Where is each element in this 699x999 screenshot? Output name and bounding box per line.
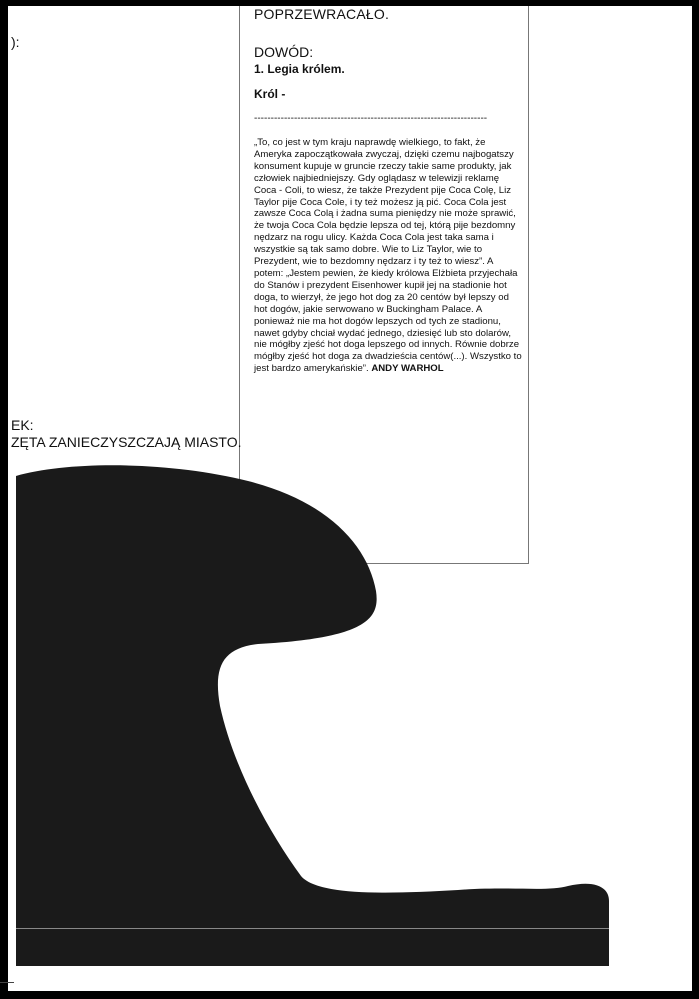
- right-margin: [609, 6, 692, 991]
- king-label: Król -: [254, 87, 286, 101]
- proof-label: DOWÓD:: [254, 44, 314, 60]
- section-heading: POPRZEWRACAŁO.: [254, 6, 390, 22]
- dashed-separator: ----------------------------------------------------------------------: [254, 113, 488, 124]
- quote-text: „To, co jest w tym kraju naprawdę wielkiego, to fakt, że Ameryka zapoczątkowała zwyczaj, dzięki czemu najbogatszy konsument kupuje w gruncie rzeczy takie same produkty, jak człowiek najbiedniejszy. Gdy oglądasz w telewizji reklamę Coca - Coli, to wiesz, że także Prezydent pije Coca Colę, Liz Taylor pije Coca Cole, i ty też możesz ją pić. Coca Cola jest zawsze Coca Colą i żadna suma pieniędzy nie może sprawić, że twoja Coca Cola będzie lepsza od tej, którą pije bezdomny nędzarz na rogu ulicy. Każda Coca Cola jest taka sama i wszystkie są tak samo dobre. Wie to Liz Taylor, wie to Prezydent, wie to bezdomny nędzarz i ty też to wiesz”. A potem: „Jestem pewien, że kiedy królowa Elżbieta przyjechała do Stanów i prezydent Eisenhower kupił jej na stadionie hot doga, to wierzył, że jego hot dog za 20 centów był lepszy od hot dogów, jakie serwowano w Buckingham Palace. A ponieważ nie ma hot dogów lepszych od tych ze stadionu, nawet gdyby chciał wydać jednego, dziesięć lub sto dolarów, nie mógłby zjeść hot doga lepszego od innych. Równie dobrze mógłby zjeść hot doga za dwadzieścia centów(...). Wszystko to jest bardzo amerykańskie”.: [254, 137, 522, 375]
- leg-silhouette-image: [8, 6, 692, 991]
- left-partial-text-top: ):: [11, 34, 20, 50]
- bottom-rule: [16, 928, 609, 929]
- corner-mark: [0, 982, 14, 983]
- proof-point-1: 1. Legia królem.: [254, 62, 345, 76]
- silhouette-shape: [16, 465, 609, 966]
- document-page: [8, 6, 692, 991]
- left-partial-text-miasto: ZĘTA ZANIECZYSZCZAJĄ MIASTO.: [11, 434, 242, 450]
- left-partial-text-ek: EK:: [11, 417, 34, 433]
- quote-author: ANDY WARHOL: [371, 363, 444, 375]
